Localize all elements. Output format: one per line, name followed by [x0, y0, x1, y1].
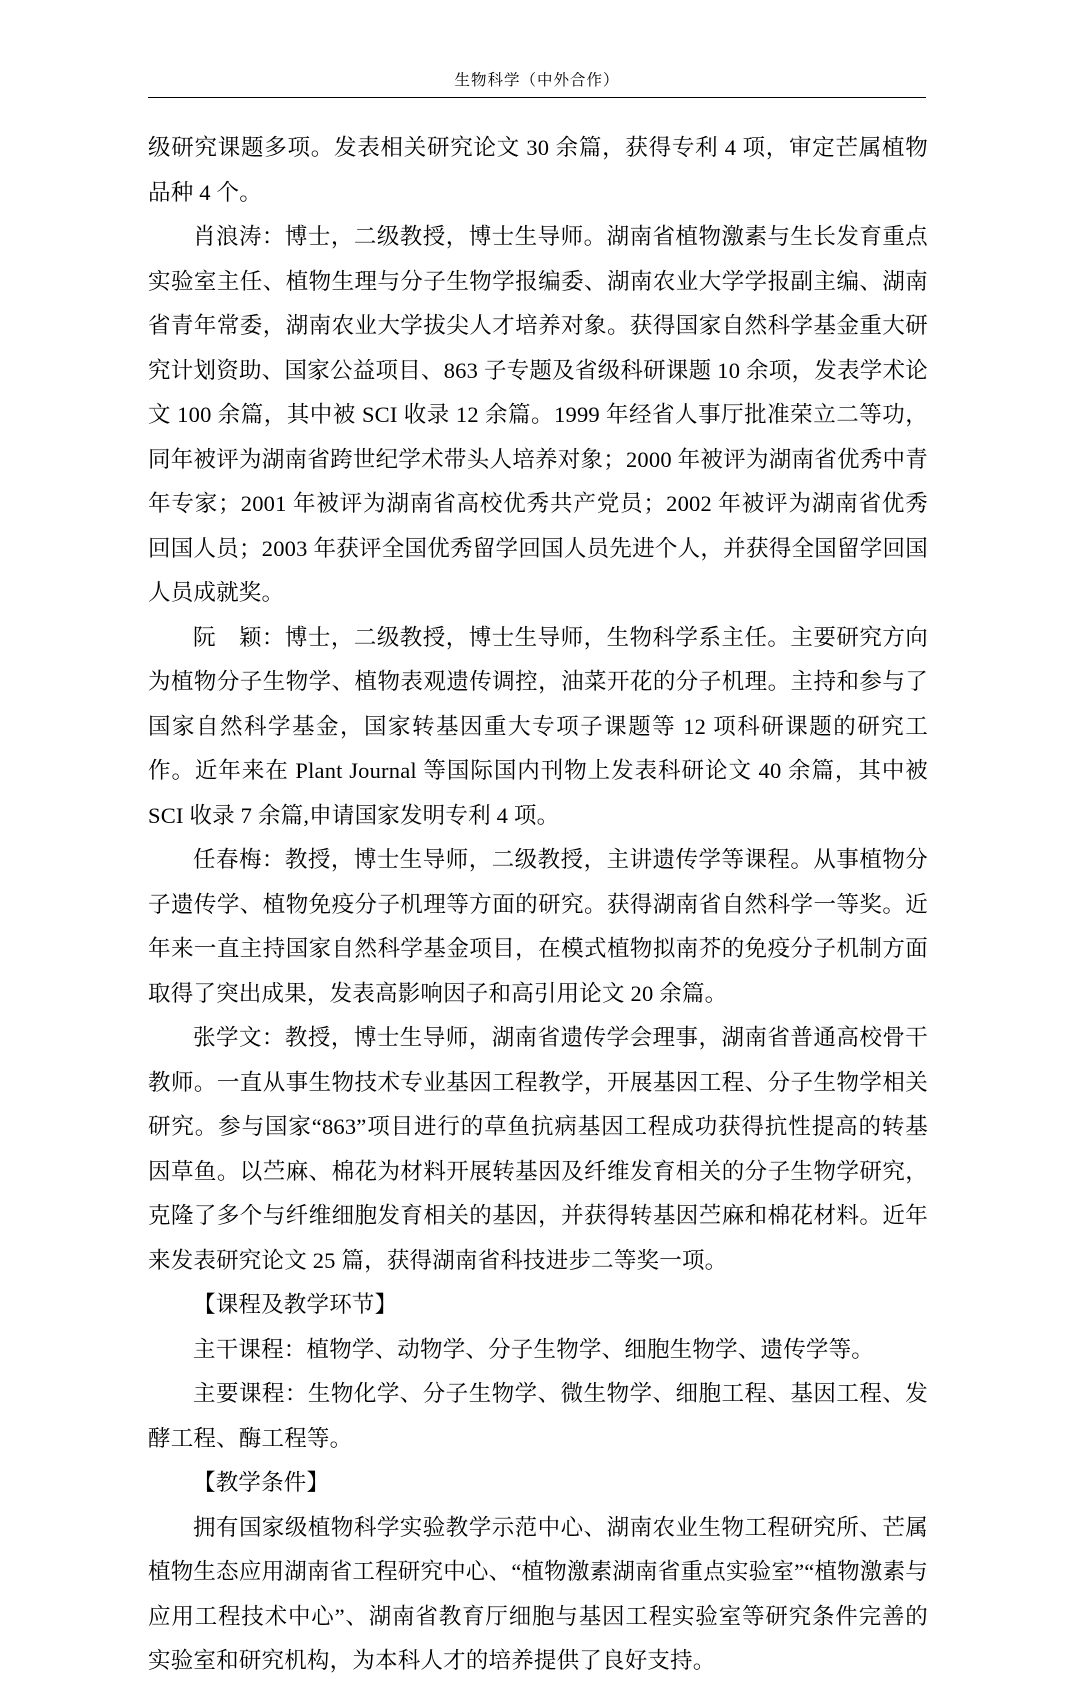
heading-teaching-conditions: 【教学条件】	[193, 1470, 330, 1495]
page-header: 生物科学（中外合作）	[454, 72, 620, 89]
heading-courses: 【课程及教学环节】	[193, 1292, 398, 1317]
paragraph-core-courses: 主干课程：植物学、动物学、分子生物学、细胞生物学、遗传学等。	[193, 1336, 875, 1362]
paragraph-facilities: 拥有国家级植物科学实验教学示范中心、湖南农业生物工程研究所、芒属植物生态应用湖南省工程研究中心、“植物激素湖南省重点实验室”“植物激素与应用工程技术中心”、湖南省教育厅细胞与基因工程实验室等研究条件完善的实验室和研究机构，为本科人才的培养提供了良好支持。	[148, 1514, 928, 1673]
paragraph-ruan-ying: 阮 颖：博士，二级教授，博士生导师，生物科学系主任。主要研究方向为植物分子生物学、植物表观遗传调控，油菜开花的分子机理。主持和参与了国家自然科学基金，国家转基因重大专项子课题等 12 项科研课题的研究工作。近年来在 Plant Journal 等国际国内刊物上发表科研论文 40 余篇，其中被 SCI 收录 7 余篇,申请国家发明专利 4 项。	[148, 624, 928, 828]
paragraph-ren-chunmei: 任春梅：教授，博士生导师，二级教授，主讲遗传学等课程。从事植物分子遗传学、植物免疫分子机理等方面的研究。获得湖南省自然科学一等奖。近年来一直主持国家自然科学基金项目，在模式植物拟南芥的免疫分子机制方面取得了突出成果，发表高影响因子和高引用论文 20 余篇。	[148, 847, 928, 1006]
document-body	[148, 126, 928, 1684]
paragraph-continued: 级研究课题多项。发表相关研究论文 30 余篇，获得专利 4 项，审定芒属植物品种 4 个。	[148, 135, 928, 205]
paragraph-xiao-langtao: 肖浪涛：博士，二级教授，博士生导师。湖南省植物激素与生长发育重点实验室主任、植物生理与分子生物学报编委、湖南农业大学学报副主编、湖南省青年常委，湖南农业大学拔尖人才培养对象。获得国家自然科学基金重大研究计划资助、国家公益项目、863 子专题及省级科研课题 10 余项，发表学术论文 100 余篇，其中被 SCI 收录 12 余篇。1999 年经省人事厅批准荣立二等功，同年被评为湖南省跨世纪学术带头人培养对象；2000 年被评为湖南省优秀中青年专家；2001 年被评为湖南省高校优秀共产党员；2002 年被评为湖南省优秀回国人员；2003 年获评全国优秀留学回国人员先进个人，并获得全国留学回国人员成就奖。	[148, 224, 928, 605]
header-divider	[148, 97, 926, 98]
paragraph-zhang-xuewen: 张学文：教授，博士生导师，湖南省遗传学会理事，湖南省普通高校骨干教师。一直从事生物技术专业基因工程教学，开展基因工程、分子生物学相关研究。参与国家“863”项目进行的草鱼抗病基因工程成功获得抗性提高的转基因草鱼。以苎麻、棉花为材料开展转基因及纤维发育相关的分子生物学研究，克隆了多个与纤维细胞发育相关的基因，并获得转基因苎麻和棉花材料。近年来发表研究论文 25 篇，获得湖南省科技进步二等奖一项。	[148, 1025, 928, 1273]
paragraph-main-courses: 主要课程：生物化学、分子生物学、微生物学、细胞工程、基因工程、发酵工程、酶工程等。	[148, 1381, 928, 1451]
